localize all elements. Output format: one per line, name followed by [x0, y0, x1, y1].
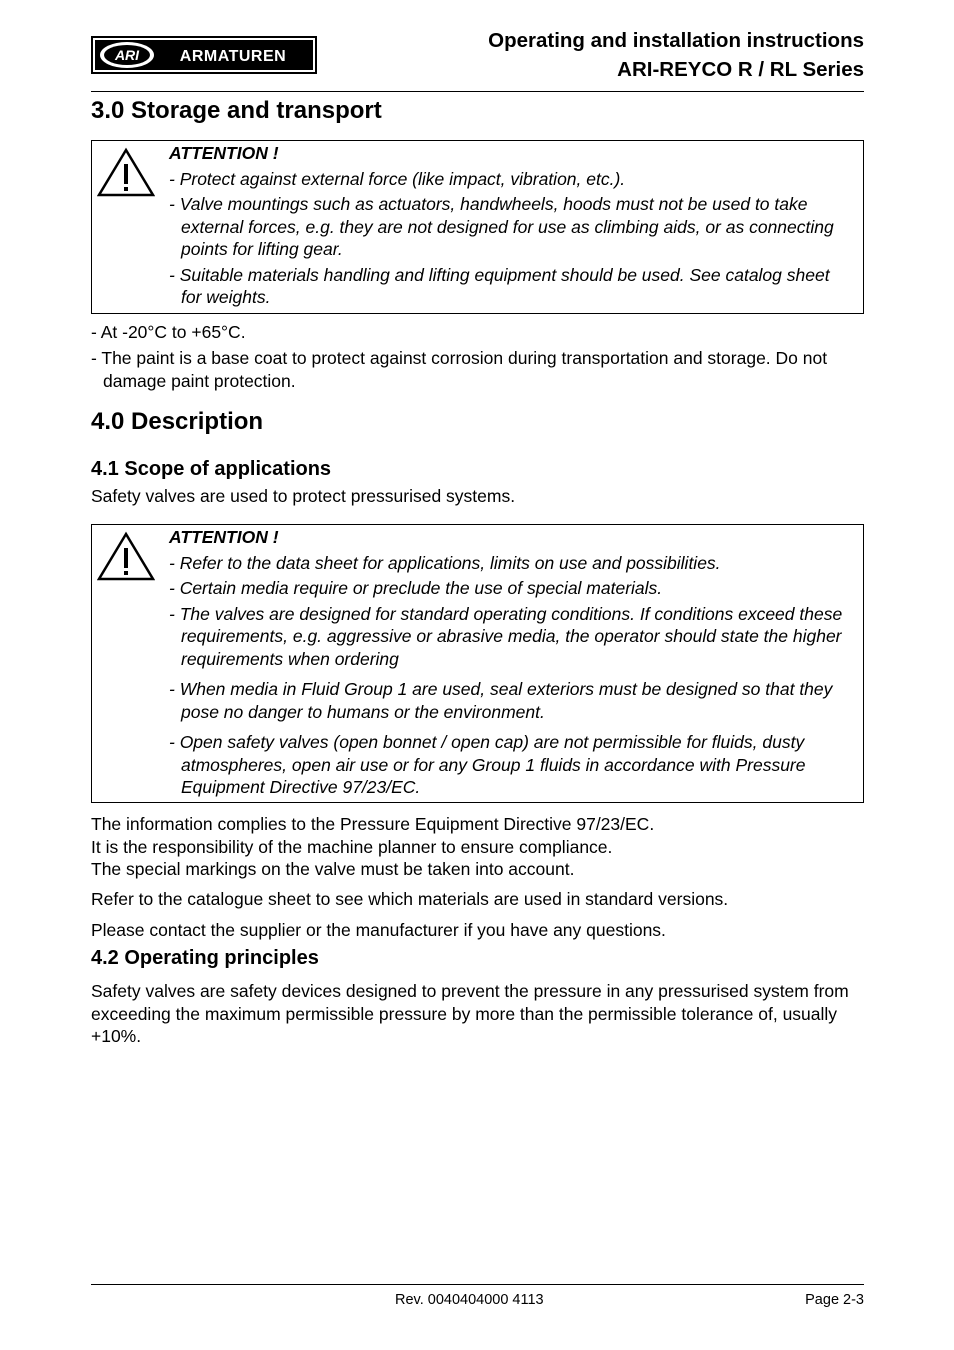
- attention-item: - Certain media require or preclude the use of special materials.: [169, 578, 663, 598]
- document-page: [91, 0, 864, 1350]
- page-header: [91, 0, 864, 92]
- page-number: Page 2-3: [805, 1292, 864, 1308]
- attention-title: ATTENTION !: [169, 143, 279, 163]
- compliance-line-3: The special markings on the valve must be taken into account.: [91, 859, 575, 879]
- ari-armaturen-logo: [91, 36, 317, 74]
- attention-box-scope: [91, 524, 864, 803]
- scope-intro: Safety valves are used to protect pressurised systems.: [91, 486, 516, 506]
- attention-item: - Protect against external force (like impact, vibration, etc.).: [169, 168, 626, 189]
- title-line-2: ARI-REYCO R / RL Series: [617, 58, 864, 81]
- materials-paragraph: Refer to the catalogue sheet to see which materials are used in standard versions.: [91, 889, 729, 909]
- attention-item: - Suitable materials handling and lifting equipment should be used. See catalog sheet for weights.: [169, 264, 830, 307]
- contact-paragraph: Please contact the supplier or the manufacturer if you have any questions.: [91, 920, 666, 940]
- attention-box-storage: [91, 140, 864, 314]
- attention-item: - Valve mountings such as actuators, handwheels, hoods must not be used to take external forces, e.g. they are not designed for use as climbing aids, or as connecting points for lifting gear.: [169, 194, 834, 259]
- logo-mark: ARI: [114, 47, 140, 63]
- section-3-heading: 3.0 Storage and transport: [91, 97, 382, 124]
- attention-body: [169, 526, 853, 799]
- compliance-line-2: It is the responsibility of the machine planner to ensure compliance.: [91, 837, 613, 857]
- operating-principles-text: Safety valves are safety devices designed to prevent the pressure in any pressurised system from exceeding the maximum permissible pressure by more than the permissible tolerance of, usually +10%.: [91, 981, 849, 1046]
- attention-item: - Open safety valves (open bonnet / open cap) are not permissible for fluids, dusty atmospheres, open air use or for any Group 1 fluids in accordance with Pressure Equipment Directive 97/23/EC.: [169, 732, 806, 797]
- footer-rule: [91, 1284, 864, 1285]
- section-4-2-heading: 4.2 Operating principles: [91, 947, 319, 969]
- attention-item: - The valves are designed for standard operating conditions. If conditions exceed these requirements, e.g. aggressive or abrasive media, the operator should state the higher requirements when ordering: [169, 603, 843, 669]
- paint-bullet: - The paint is a base coat to protect against corrosion during transportation and storage. Do not damage paint protection.: [91, 348, 828, 391]
- attention-title: ATTENTION !: [169, 527, 279, 547]
- document-title: [488, 26, 864, 84]
- storage-temp-bullet: - At -20°C to +65°C.: [91, 322, 246, 342]
- warning-triangle-icon: [97, 147, 155, 197]
- attention-item: - When media in Fluid Group 1 are used, seal exteriors must be designed so that they pose no danger to humans or the environment.: [169, 679, 833, 722]
- title-line-1: Operating and installation instructions: [488, 29, 864, 52]
- attention-body: [169, 142, 853, 309]
- warning-triangle-icon: [97, 531, 155, 581]
- section-4-1-heading: 4.1 Scope of applications: [91, 458, 332, 480]
- section-4-heading: 4.0 Description: [91, 408, 264, 435]
- attention-item: - Refer to the data sheet for applications, limits on use and possibilities.: [169, 552, 721, 573]
- compliance-line-1: The information complies to the Pressure Equipment Directive 97/23/EC.: [91, 814, 655, 834]
- revision-number: Rev. 0040404000 4113: [395, 1292, 544, 1308]
- logo-text: ARMATUREN: [179, 48, 287, 65]
